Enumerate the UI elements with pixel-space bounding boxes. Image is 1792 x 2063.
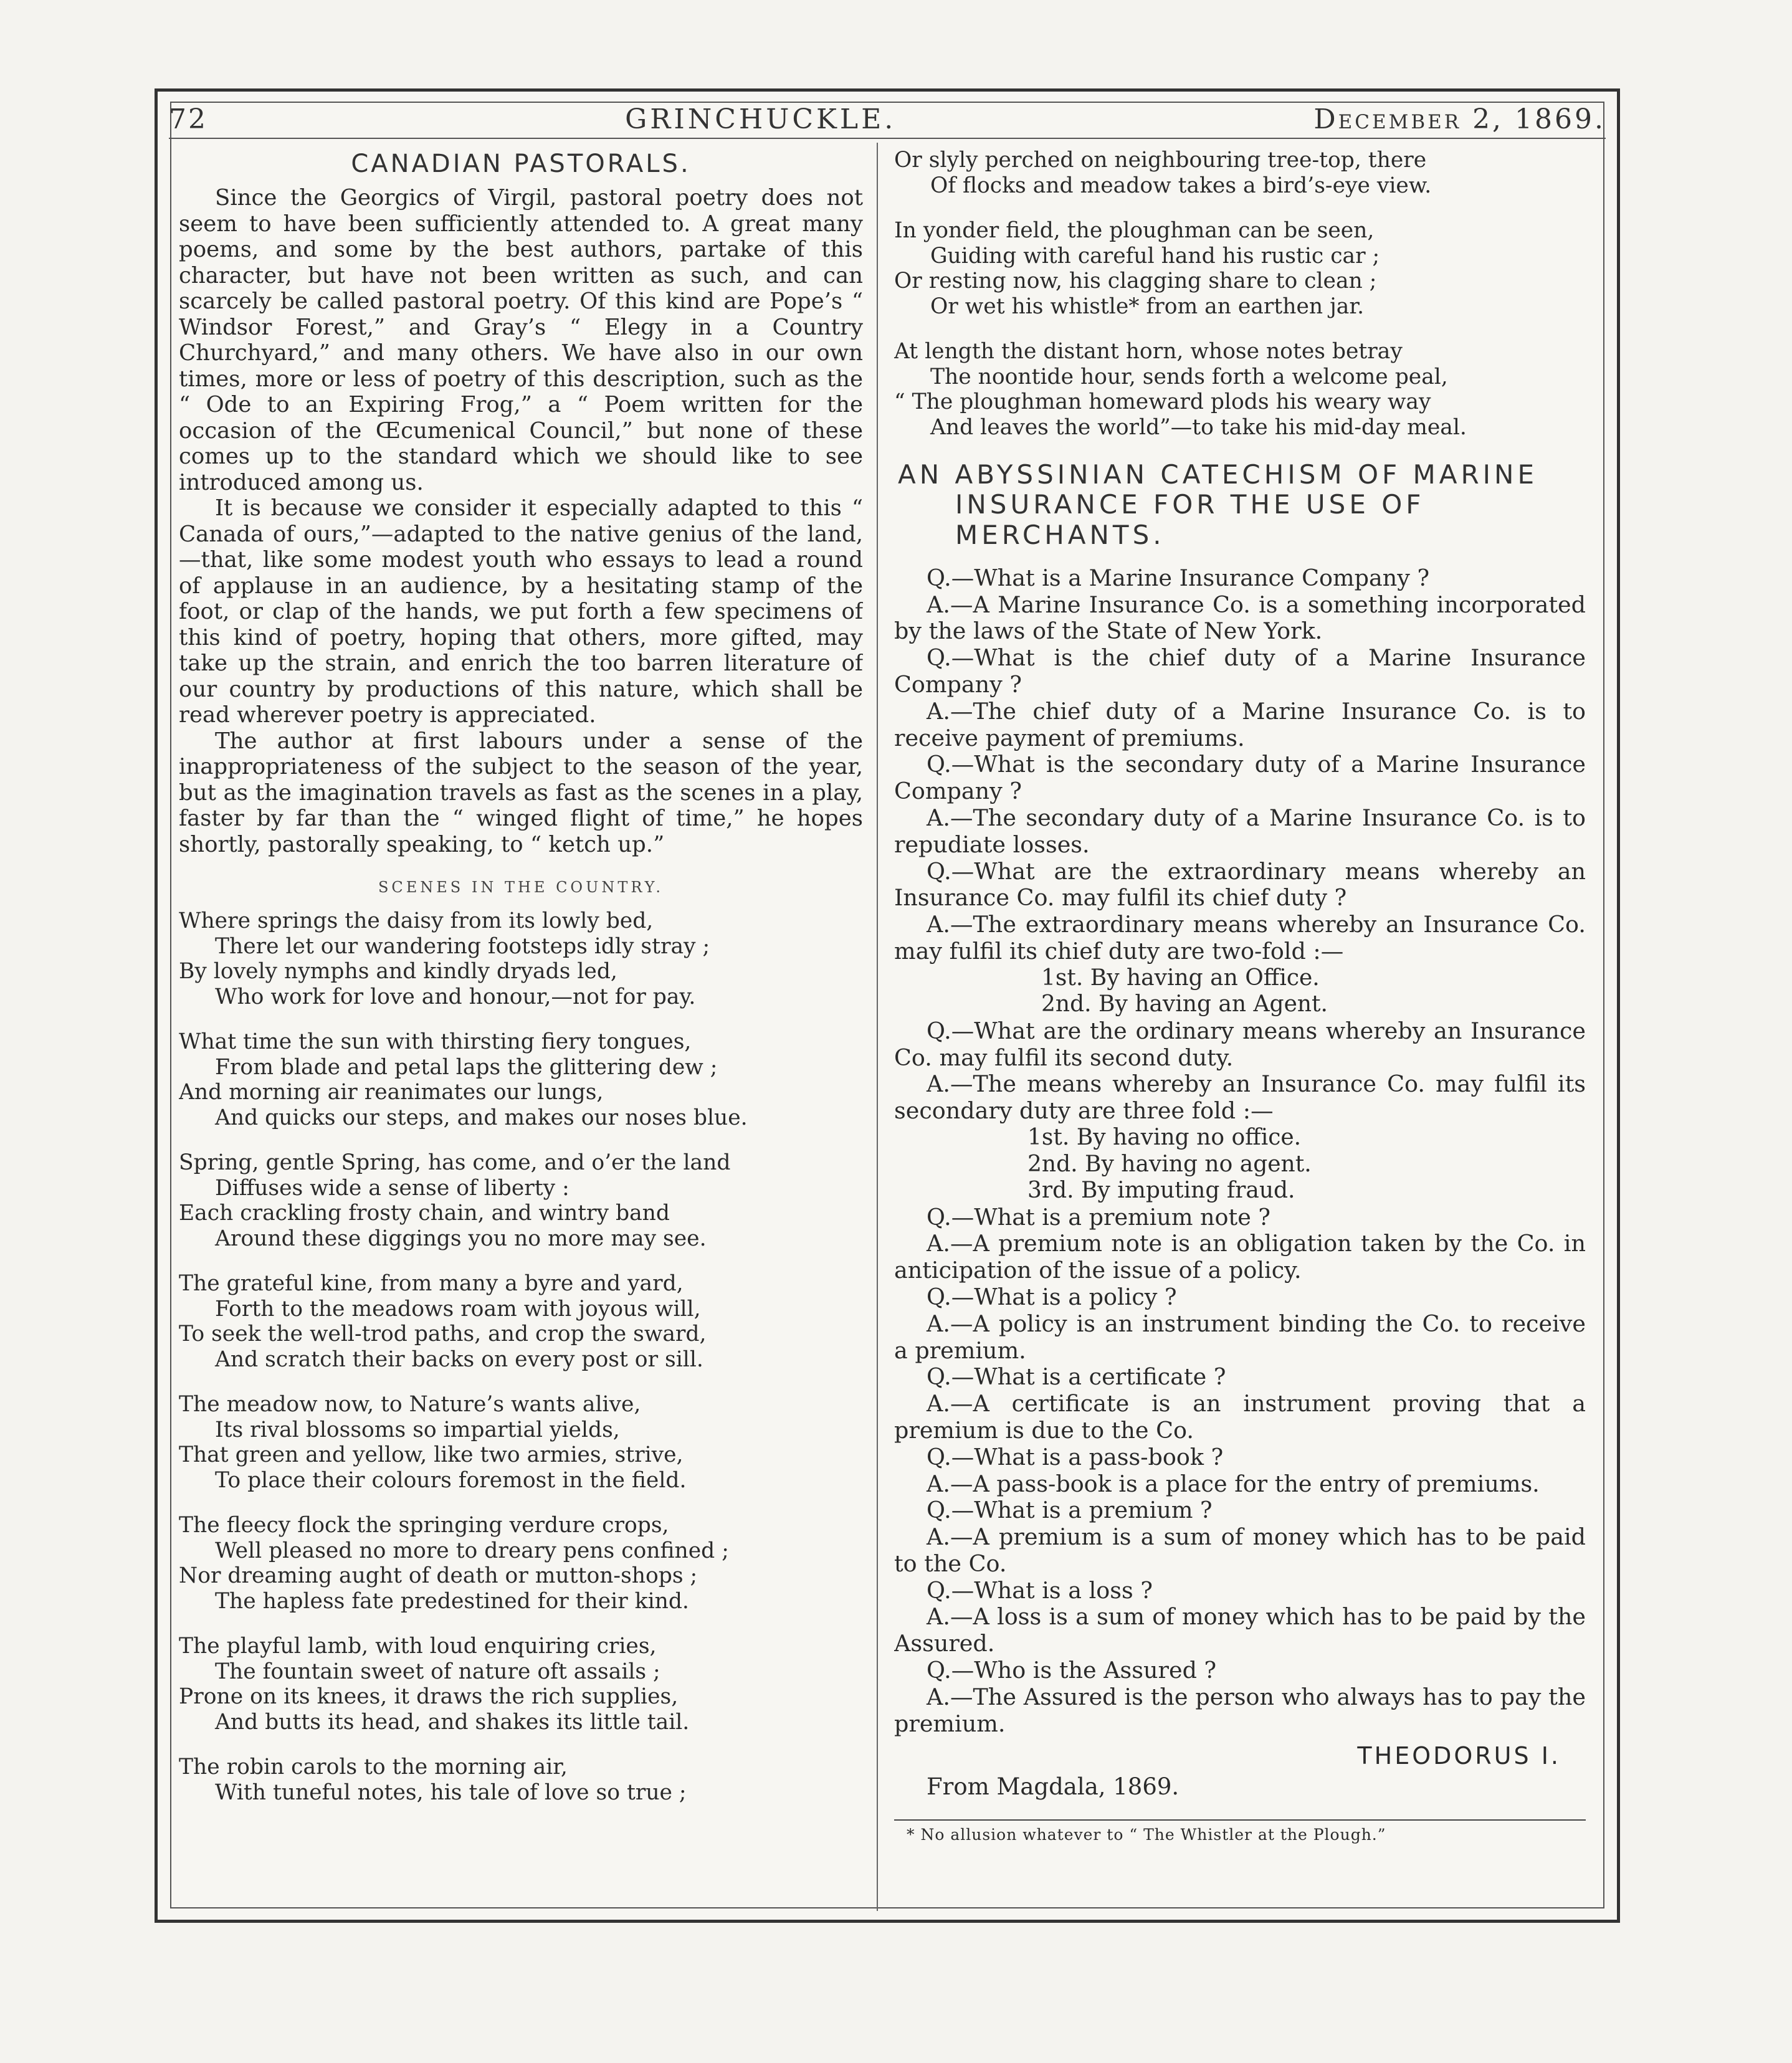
right-column [894, 148, 1586, 1910]
verse-line: The fleecy flock the springing verdure crops, [179, 1513, 669, 1538]
running-head [169, 100, 1606, 139]
verse-line: Each crackling frosty chain, and wintry band [179, 1201, 670, 1226]
verse-line: The playful lamb, with loud enquiring cries, [179, 1634, 657, 1659]
catechism-line: Q.—What is a premium note ? [927, 1203, 1270, 1231]
catechism-line: Q.—What are the extraordinary means whereby an Insurance Co. may fulfil its chief duty ? [894, 857, 1586, 912]
verse-line: Prone on its knees, it draws the rich supplies, [179, 1684, 679, 1709]
list-item: 2nd. By having no agent. [1027, 1151, 1312, 1177]
stanza [179, 1029, 863, 1130]
verse-line: The grateful kine, from many a byre and yard, [179, 1271, 684, 1296]
verse-line: Well pleased no more to dreary pens confined ; [215, 1538, 729, 1563]
stanza [179, 1755, 863, 1805]
list-item: 3rd. By imputing fraud. [1027, 1178, 1295, 1204]
page-number: 72 [169, 103, 207, 135]
verse-line: With tuneful notes, his tale of love so true ; [215, 1780, 687, 1805]
stanza [894, 339, 1586, 440]
list-item: 1st. By having an Office. [1041, 965, 1320, 991]
catechism-line: A.—The secondary duty of a Marine Insurance Co. is to repudiate losses. [894, 804, 1586, 858]
catechism-line: Q.—What is a policy ? [927, 1283, 1177, 1310]
catechism-line: Q.—What is a premium ? [927, 1497, 1213, 1524]
verse-line: Or resting now, his clagging share to clean ; [894, 269, 1377, 293]
stanza [179, 1634, 863, 1735]
verse-line: Diffuses wide a sense of liberty : [215, 1175, 570, 1201]
catechism-line: A.—The Assured is the person who always has to pay the premium. [894, 1683, 1586, 1737]
verse-line: By lovely nymphs and kindly dryads led, [179, 959, 617, 984]
verse-line: Nor dreaming aught of death or mutton-shops ; [179, 1563, 698, 1588]
catechism-line: A.—A loss is a sum of money which has to be paid by the Assured. [894, 1603, 1586, 1657]
catechism-line: A.—A pass-book is a place for the entry of premiums. [927, 1470, 1540, 1497]
stanza [179, 1150, 863, 1251]
verse-line: The hapless fate predestined for their kind. [215, 1588, 689, 1614]
article-heading-catechism [894, 460, 1586, 550]
verse-line: From blade and petal laps the glittering dew ; [215, 1054, 718, 1080]
article-heading-pastorals: CANADIAN PASTORALS. [351, 150, 691, 178]
signature: THEODORUS I. [1357, 1742, 1561, 1770]
list-item: 2nd. By having an Agent. [1041, 991, 1328, 1017]
footnote-rule [894, 1819, 1586, 1821]
verse-line: Spring, gentle Spring, has come, and o’er the land [179, 1150, 731, 1175]
heading-line: INSURANCE FOR THE USE OF MERCHANTS. [955, 489, 1425, 550]
column-rule [877, 143, 878, 1911]
verse-line: Who work for love and honour,—not for pay. [215, 984, 696, 1009]
verse-line: And morning air reanimates our lungs, [179, 1080, 604, 1105]
list-item: 1st. By having no office. [1027, 1125, 1302, 1151]
verse-line: Or wet his whistle* from an earthen jar. [930, 293, 1365, 319]
paragraph: It is because we consider it especially adapted to this “ Canada of ours,”—adapted to the native genius of the land,—that, like some modest youth who essays to lead a round of applause in an audience, by a hesitating stamp of the foot, or clap of the hands, we put forth a few specimens of this kind of poetry, hoping that others, more gifted, may take up the strain, and enrich the too barren literature of our country by productions of this nature, which shall be read wherever poetry is appreciated. [179, 495, 863, 728]
catechism-line: Q.—What is a certificate ? [927, 1363, 1226, 1391]
verse-line: What time the sun with thirsting fiery tongues, [179, 1029, 692, 1054]
stanza [179, 1271, 863, 1372]
verse-line: The meadow now, to Nature’s wants alive, [179, 1392, 641, 1417]
poem-subheading: SCENES IN THE COUNTRY. [378, 879, 664, 896]
catechism-line: Q.—What is a pass-book ? [927, 1443, 1224, 1470]
verse-line: Its rival blossoms so impartial yields, [215, 1417, 620, 1442]
stanza [894, 218, 1586, 319]
stanza [894, 148, 1586, 198]
paragraph: The author at first labours under a sense of the inappropriateness of the subject to the season of the year, but as the imagination travels as fast as the scenes in a play, faster by far than the “ winged flight of time,” he hopes shortly, pastorally speaking, to “ ketch up.” [179, 728, 863, 857]
catechism-line: A.—A premium is a sum of money which has to be paid to the Co. [894, 1523, 1586, 1577]
verse-line: “ The ploughman homeward plods his weary way [894, 389, 1431, 414]
verse-line: That green and yellow, like two armies, strive, [179, 1442, 684, 1467]
footnote: * No allusion whatever to “ The Whistler at the Plough.” [907, 1826, 1386, 1844]
verse-line: The noontide hour, sends forth a welcome peal, [930, 364, 1448, 389]
page-frame [155, 88, 1620, 1923]
stanza [179, 1513, 863, 1614]
verse-line: There let our wandering footsteps idly stray ; [215, 933, 710, 959]
verse-line: Guiding with careful hand his rustic car ; [930, 243, 1380, 269]
catechism-line: Q.—What is the chief duty of a Marine Insurance Company ? [894, 644, 1586, 698]
catechism-line: A.—The chief duty of a Marine Insurance Co. is to receive payment of premiums. [894, 697, 1586, 751]
periodical-title: GRINCHUCKLE. [625, 103, 897, 135]
verse-line: And leaves the world”—to take his mid-day meal. [930, 414, 1467, 440]
catechism-line: Q.—What is a Marine Insurance Company ? [927, 564, 1430, 591]
paragraph: Since the Georgics of Virgil, pastoral poetry does not seem to have been sufficiently attended to. A great many poems, and some by the best authors, partake of this character, but have not been written as such, and can scarcely be called pastoral poetry. Of this kind are Pope’s “ Windsor Forest,” and Gray’s “ Elegy in a Country Churchyard,” and many others. We have also in our own times, more or less of poetry of this description, such as the “ Ode to an Expiring Frog,” a “ Poem written for the occasion of the Œcumenical Council,” but none of these comes up to the standard which we should like to see introduced among us. [179, 185, 863, 495]
catechism-line: Q.—What is the secondary duty of a Marine Insurance Company ? [894, 751, 1586, 805]
stanza [179, 1392, 863, 1493]
catechism-line: Q.—Who is the Assured ? [927, 1657, 1217, 1684]
signature-location: From Magdala, 1869. [927, 1773, 1180, 1801]
catechism-line: Q.—What is a loss ? [927, 1576, 1153, 1604]
verse-line: Forth to the meadows roam with joyous will, [215, 1296, 701, 1322]
verse-line: The robin carols to the morning air, [179, 1755, 568, 1780]
verse-line: Or slyly perched on neighbouring tree-top, there [894, 148, 1427, 173]
catechism-line: Q.—What are the ordinary means whereby an Insurance Co. may fulfil its second duty. [894, 1017, 1586, 1071]
verse-line: To seek the well-trod paths, and crop the sward, [179, 1322, 707, 1346]
catechism-line: A.—A premium note is an obligation taken by the Co. in anticipation of the issue of a policy. [894, 1230, 1586, 1284]
catechism-line: A.—The extraordinary means whereby an Insurance Co. may fulfil its chief duty are two-fold :— [894, 911, 1586, 965]
catechism-line: A.—A certificate is an instrument proving that a premium is due to the Co. [894, 1390, 1586, 1444]
verse-line: Around these diggings you no more may see. [215, 1226, 707, 1251]
verse-line: To place their colours foremost in the field. [215, 1467, 687, 1493]
verse-line: Where springs the daisy from its lowly bed, [179, 908, 654, 933]
issue-date: December 2, 1869. [1313, 103, 1606, 135]
heading-line: AN ABYSSINIAN CATECHISM OF MARINE [898, 459, 1538, 490]
verse-line: And scratch their backs on every post or sill. [215, 1346, 703, 1372]
catechism-line: A.—The means whereby an Insurance Co. may fulfil its secondary duty are three fold :— [894, 1070, 1586, 1125]
stanza [179, 908, 863, 1009]
catechism-line: A.—A Marine Insurance Co. is a something incorporated by the laws of the State of New York. [894, 591, 1586, 645]
verse-line: The fountain sweet of nature oft assails ; [215, 1659, 660, 1684]
verse-line: And quicks our steps, and makes our noses blue. [215, 1105, 748, 1130]
catechism-line: A.—A policy is an instrument binding the Co. to receive a premium. [894, 1310, 1586, 1364]
verse-line: At length the distant horn, whose notes betray [894, 339, 1403, 364]
verse-line: In yonder field, the ploughman can be seen, [894, 218, 1375, 243]
verse-line: And butts its head, and shakes its little tail. [215, 1709, 690, 1735]
left-column [179, 148, 863, 1910]
verse-line: Of flocks and meadow takes a bird’s-eye view. [930, 173, 1432, 198]
